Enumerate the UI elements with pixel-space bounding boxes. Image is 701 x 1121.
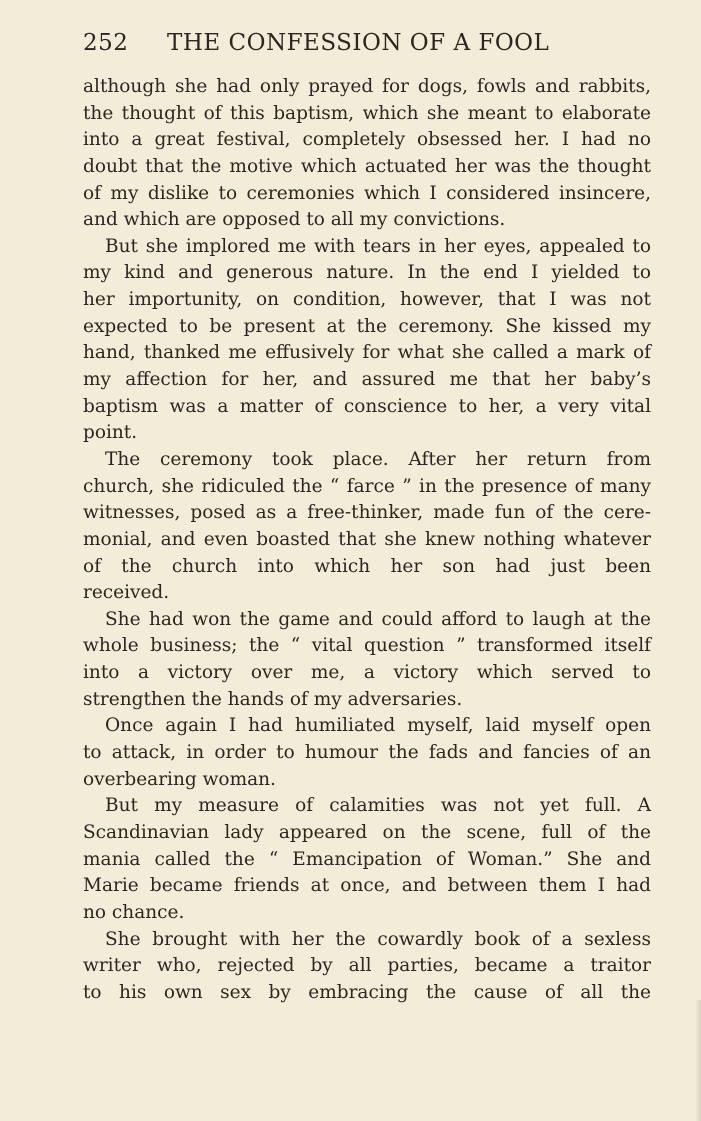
text-line: into a great festival, completely obsessed her. I had no	[83, 129, 651, 151]
text-line: baptism was a matter of conscience to her, a very vital	[83, 395, 651, 417]
text-line: monial, and even boasted that she knew nothing whatever	[83, 528, 651, 550]
text-line: of the church into which her son had just been	[83, 555, 651, 577]
text-line: received.	[83, 582, 170, 604]
text-line: She had won the game and could afford to laugh at the	[105, 608, 651, 630]
text-line: my affection for her, and assured me that her baby’s	[83, 369, 651, 391]
text-line: doubt that the motive which actuated her was the thought	[83, 155, 651, 177]
text-line: The ceremony took place. After her return from	[105, 448, 651, 470]
text-line: But my measure of calamities was not yet full. A	[105, 795, 651, 817]
text-line: of my dislike to ceremonies which I considered insincere,	[83, 182, 651, 204]
text-line: overbearing woman.	[83, 768, 276, 790]
text-line: point.	[83, 422, 138, 444]
text-line: hand, thanked me effusively for what she called a mark of	[83, 342, 651, 364]
text-line: mania called the “ Emancipation of Woman.” She and	[83, 848, 651, 870]
text-line: She brought with her the cowardly book of a sexless	[105, 928, 651, 950]
text-line: into a victory over me, a victory which served to	[83, 662, 651, 684]
text-line: the thought of this baptism, which she meant to elaborate	[83, 102, 651, 124]
text-line: Scandinavian lady appeared on the scene, full of the	[83, 821, 651, 843]
text-line: to his own sex by embracing the cause of all the	[83, 981, 651, 1003]
running-header	[83, 30, 623, 60]
body-text	[83, 74, 651, 1006]
text-line: whole business; the “ vital question ” transformed itself	[83, 635, 651, 657]
text-line: church, she ridiculed the “ farce ” in the presence of many	[83, 475, 651, 497]
text-line: expected to be present at the ceremony. She kissed my	[83, 315, 651, 337]
text-line: no chance.	[83, 901, 185, 923]
text-line: Once again I had humiliated myself, laid myself open	[105, 715, 651, 737]
text-line: Marie became friends at once, and between them I had	[83, 875, 651, 897]
text-line: But she implored me with tears in her eyes, appealed to	[105, 235, 651, 257]
text-line: to attack, in order to humour the fads and fancies of an	[83, 742, 651, 764]
text-line: although she had only prayed for dogs, fowls and rabbits,	[83, 76, 651, 97]
running-title: THE CONFESSION OF A FOOL	[167, 30, 550, 56]
text-line: my kind and generous nature. In the end I yielded to	[83, 262, 651, 284]
text-line: her importunity, on condition, however, that I was not	[83, 289, 651, 311]
page-number: 252	[83, 30, 129, 56]
text-line: writer who, rejected by all parties, became a traitor	[83, 955, 651, 977]
page-edge-shadow	[695, 1000, 701, 1121]
text-line: and which are opposed to all my convictions.	[83, 209, 506, 231]
text-line: witnesses, posed as a free-thinker, made fun of the cere-	[83, 502, 651, 524]
text-line: strengthen the hands of my adversaries.	[83, 688, 463, 710]
